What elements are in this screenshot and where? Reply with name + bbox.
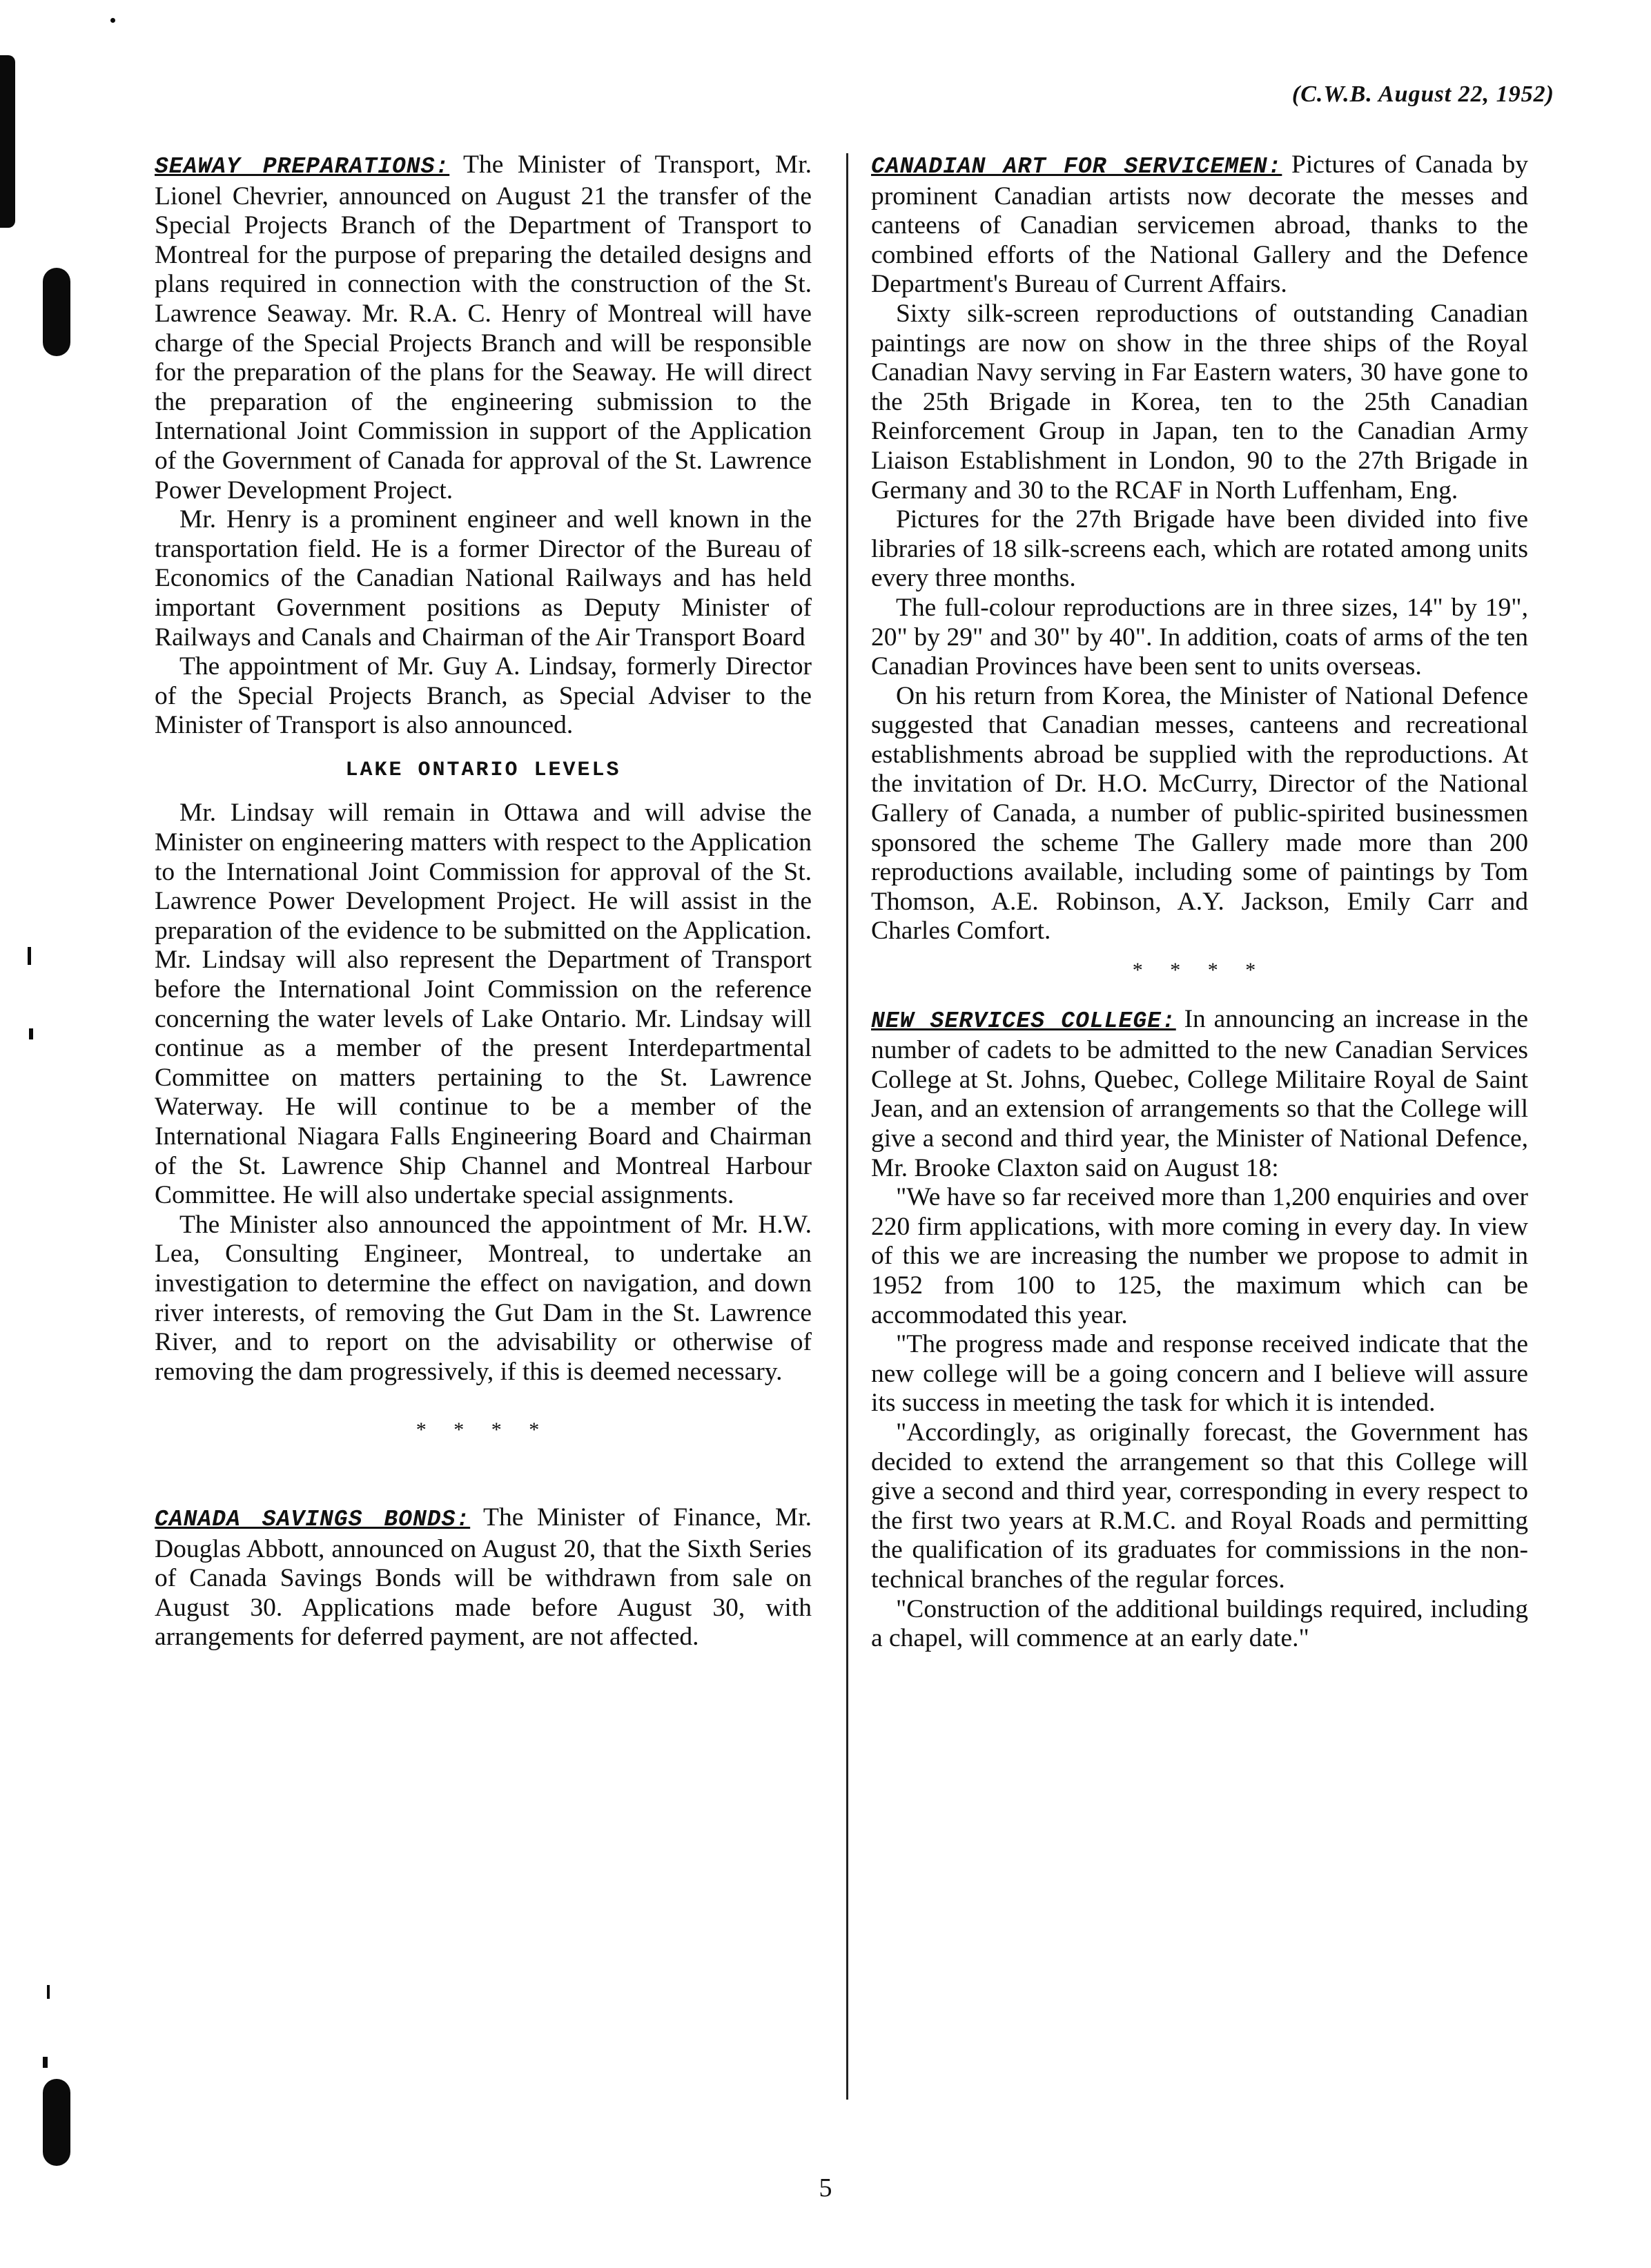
savings-bonds-article (155, 1503, 812, 1652)
seaway-para-1: The Minister of Transport, Mr. Lionel Chevrier, announced on August 21 the transfer of the Special Projects Branch of the Department of Transport to Montreal for the purpose of preparing the detailed designs and plans required in connection with the construction of the St. Lawrence Seaway. Mr. R.A. C. Henry of Montreal will have charge of the Special Projects Branch and will be responsible for the preparation of the plans for the Seaway. He will direct the preparation of the engineering submission to the International Joint Commission in support of the Application of the Government of Canada for approval of the St. Lawrence Power Development Project. (155, 150, 812, 505)
issue-line: (C.W.B. August 22, 1952) (1291, 81, 1554, 107)
lake-ontario-para-1: Mr. Lindsay will remain in Ottawa and will advise the Minister on engineering matters with respect to the Application to the International Joint Commission for approval of the St. Lawrence Power Development Project. He will assist in the preparation of the evidence to be submitted on the Application. Mr. Lindsay will also represent the Department of Transport before the International Joint Commission on the reference concerning the water levels of Lake Ontario. Mr. Lindsay will continue as a member of the present Interdepartmental Committee on matters pertaining to the St. Lawrence Waterway. He will continue to be a member of the International Niagara Falls Engineering Board and Chairman of the St. Lawrence Ship Channel and Montreal Harbour Committee. He will also undertake special assignments. (155, 799, 812, 1210)
lake-ontario-para-2: The Minister also announced the appointment of Mr. H.W. Lea, Consulting Engineer, Montreal, to undertake an investigation to determine the effect on navigation, and down river interests, of removing the Gut Dam in the St. Lawrence River, and to report on the advisability or otherwise of removing the dam progressively, if this is deemed necessary. (155, 1210, 812, 1386)
left-column (155, 150, 812, 1652)
seaway-article-intro (155, 150, 812, 505)
college-para-4: "Accordingly, as originally forecast, the Government has decided to extend the arrangement so that this College will give a second and third year, corresponding in every respect to the first two years at R.M.C. and Royal Roads and permitting the qualification of its graduates for commissions in the non-technical branches of the regular forces. (871, 1418, 1528, 1594)
art-para-3: Pictures for the 27th Brigade have been divided into five libraries of 18 silk-screens each, which are rotated among units every three months. (871, 505, 1528, 593)
art-para-5: On his return from Korea, the Minister of National Defence suggested that Canadian messes, canteens and recreational establishments abroad be supplied with the reproductions. At the invitation of Dr. H.O. McCurry, Director of the National Gallery of Canada, a number of public-spirited businessmen sponsored the scheme The Gallery made more than 200 reproductions available, including some of paintings by Tom Thomson, A.E. Robinson, A.Y. Jackson, Emily Carr and Charles Comfort. (871, 681, 1528, 946)
section-separator: * * * * (416, 1418, 551, 1442)
section-separator: * * * * (1132, 959, 1267, 982)
scan-speck (29, 1028, 33, 1039)
college-para-2: "We have so far received more than 1,200 enquiries and over 220 firm applications, with more coming in every day. In view of this we are increasing the number we propose to admit in 1952 from 100 to 125, the maximum which can be accommodated this year. (871, 1183, 1528, 1329)
college-article-intro (871, 1005, 1528, 1184)
right-column (871, 150, 1528, 1654)
art-para-2: Sixty silk-screen reproductions of outstanding Canadian paintings are now on show in the three ships of the Royal Canadian Navy serving in Far Eastern waters, 30 have gone to the 25th Brigade in Korea, ten to the 25th Canadian Reinforcement Group in Japan, ten to the Canadian Army Liaison Establishment in London, 90 to the 27th Brigade in Germany and 30 to the RCAF in North Luffenham, Eng. (871, 299, 1528, 505)
column-divider (846, 153, 848, 2100)
college-para-5: "Construction of the additional buildings required, including a chapel, will commence at an early date." (871, 1594, 1528, 1653)
art-heading: CANADIAN ART FOR SERVICEMEN: (871, 154, 1282, 179)
scan-speck (47, 1985, 50, 1999)
art-article-intro (871, 150, 1528, 300)
binder-mark-top (0, 55, 15, 228)
scan-speck (110, 18, 115, 23)
seaway-para-2: Mr. Henry is a prominent engineer and well known in the transportation field. He is a former Director of the Bureau of Economics of the Canadian National Railways and has held important Government positions as Deputy Minister of Railways and Canals and Chairman of the Air Transport Board (155, 505, 812, 652)
scan-speck (43, 2057, 48, 2068)
college-para-1: In announcing an increase in the number of cadets to be admitted to the new Canadian Services College at St. Johns, Quebec, College Militaire Royal de Saint Jean, and an extension of arrangements so that the College will give a second and third year, the Minister of National Defence, Mr. Brooke Claxton said on August 18: (871, 1004, 1529, 1182)
lake-ontario-subheading: LAKE ONTARIO LEVELS (345, 758, 621, 782)
savings-bonds-para-1: The Minister of Finance, Mr. Douglas Abbott, announced on August 20, that the Sixth Series of Canada Savings Bonds will be withdrawn from sale on August 30. Applications made before August 30, with arrangements for deferred payment, are not affected. (155, 1503, 812, 1652)
savings-bonds-heading: CANADA SAVINGS BONDS: (155, 1506, 471, 1532)
seaway-heading: SEAWAY PREPARATIONS: (155, 154, 450, 179)
art-para-1: Pictures of Canada by prominent Canadian artists now decorate the messes and canteens of Canadian servicemen abroad, thanks to the combined efforts of the National Gallery and the Defence Department's Bureau of Current Affairs. (871, 150, 1529, 299)
art-para-4: The full-colour reproductions are in three sizes, 14" by 19", 20" by 29" and 30" by 40". In addition, coats of arms of the ten Canadian Provinces have been sent to units overseas. (871, 593, 1528, 681)
page-number: 5 (819, 2173, 832, 2202)
punch-hole-upper (43, 268, 70, 356)
college-para-3: "The progress made and response received indicate that the new college will be a going concern and I believe will assure its success in meeting the task for which it is intended. (871, 1330, 1528, 1418)
scan-speck (28, 947, 31, 965)
seaway-para-3: The appointment of Mr. Guy A. Lindsay, formerly Director of the Special Projects Branch, as Special Adviser to the Minister of Transport is also announced. (155, 652, 812, 740)
punch-hole-lower (43, 2079, 70, 2166)
college-heading: NEW SERVICES COLLEGE: (871, 1008, 1176, 1034)
